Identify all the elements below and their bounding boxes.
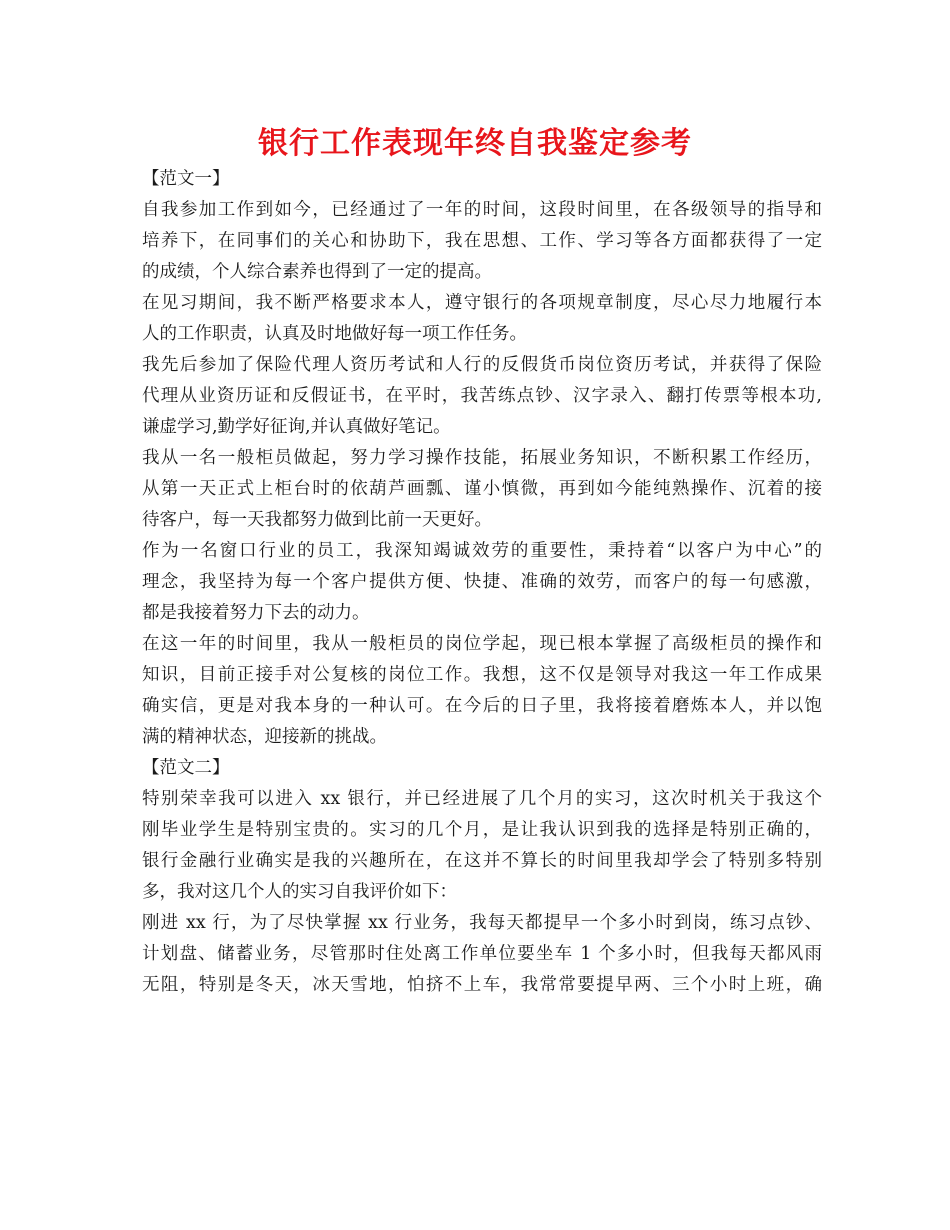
document-title: 银行工作表现年终自我鉴定参考 xyxy=(258,126,692,161)
text-line: 作为一名窗口行业的员工，我深知竭诚效劳的重要性，秉持着“以客户为中心”的 xyxy=(142,541,822,561)
text-line: 多，我对这几个人的实习自我评价如下： xyxy=(142,882,457,902)
text-line: 特别荣幸我可以进入 xx 银行，并已经进展了几个月的实习，这次时机关于我这个 xyxy=(142,789,822,809)
text-line: 刚毕业学生是特别宝贵的。实习的几个月，是让我认识到我的选择是特别正确的， xyxy=(142,820,822,840)
text-line: 【范文一】 xyxy=(142,169,230,189)
text-line: 银行金融行业确实是我的兴趣所在，在这并不算长的时间里我却学会了特别多特别 xyxy=(142,851,822,871)
text-line: 我从一名一般柜员做起，努力学习操作技能，拓展业务知识，不断积累工作经历， xyxy=(142,448,822,468)
text-line: 刚进 xx 行，为了尽快掌握 xx 行业务，我每天都提早一个多小时到岗，练习点钞、 xyxy=(142,913,822,933)
text-line: 谦虚学习,勤学好征询,并认真做好笔记。 xyxy=(142,417,451,437)
text-line: 代理从业资历证和反假证书，在平时，我苦练点钞、汉字录入、翻打传票等根本功, xyxy=(142,386,822,406)
text-line: 我先后参加了保险代理人资历考试和人行的反假货币岗位资历考试，并获得了保险 xyxy=(142,355,822,375)
text-line: 知识，目前正接手对公复核的岗位工作。我想，这不仅是领导对我这一年工作成果 xyxy=(142,665,822,685)
text-line: 理念，我坚持为每一个客户提供方便、快捷、准确的效劳，而客户的每一句感激， xyxy=(142,572,822,592)
text-line: 计划盘、储蓄业务，尽管那时住处离工作单位要坐车 1 个多小时，但我每天都风雨 xyxy=(142,944,822,964)
document-body xyxy=(142,164,822,1001)
text-line: 满的精神状态，迎接新的挑战。 xyxy=(142,727,387,747)
text-line: 确实信，更是对我本身的一种认可。在今后的日子里，我将接着磨炼本人，并以饱 xyxy=(142,696,822,716)
text-line: 的成绩，个人综合素养也得到了一定的提高。 xyxy=(142,262,492,282)
text-line: 自我参加工作到如今，已经通过了一年的时间，这段时间里，在各级领导的指导和 xyxy=(142,200,822,220)
text-line: 都是我接着努力下去的动力。 xyxy=(142,603,370,623)
text-line: 无阻，特别是冬天，冰天雪地，怕挤不上车，我常常要提早两、三个小时上班，确 xyxy=(142,975,822,995)
text-line: 待客户，每一天我都努力做到比前一天更好。 xyxy=(142,510,492,530)
text-line: 培养下，在同事们的关心和协助下，我在思想、工作、学习等各方面都获得了一定 xyxy=(142,231,822,251)
text-line: 从第一天正式上柜台时的依葫芦画瓢、谨小慎微，再到如今能纯熟操作、沉着的接 xyxy=(142,479,822,499)
text-line: 在这一年的时间里，我从一般柜员的岗位学起，现已根本掌握了高级柜员的操作和 xyxy=(142,634,822,654)
text-line: 人的工作职责，认真及时地做好每一项工作任务。 xyxy=(142,324,527,344)
text-line: 【范文二】 xyxy=(142,758,230,778)
text-line: 在见习期间，我不断严格要求本人，遵守银行的各项规章制度，尽心尽力地履行本 xyxy=(142,293,822,313)
